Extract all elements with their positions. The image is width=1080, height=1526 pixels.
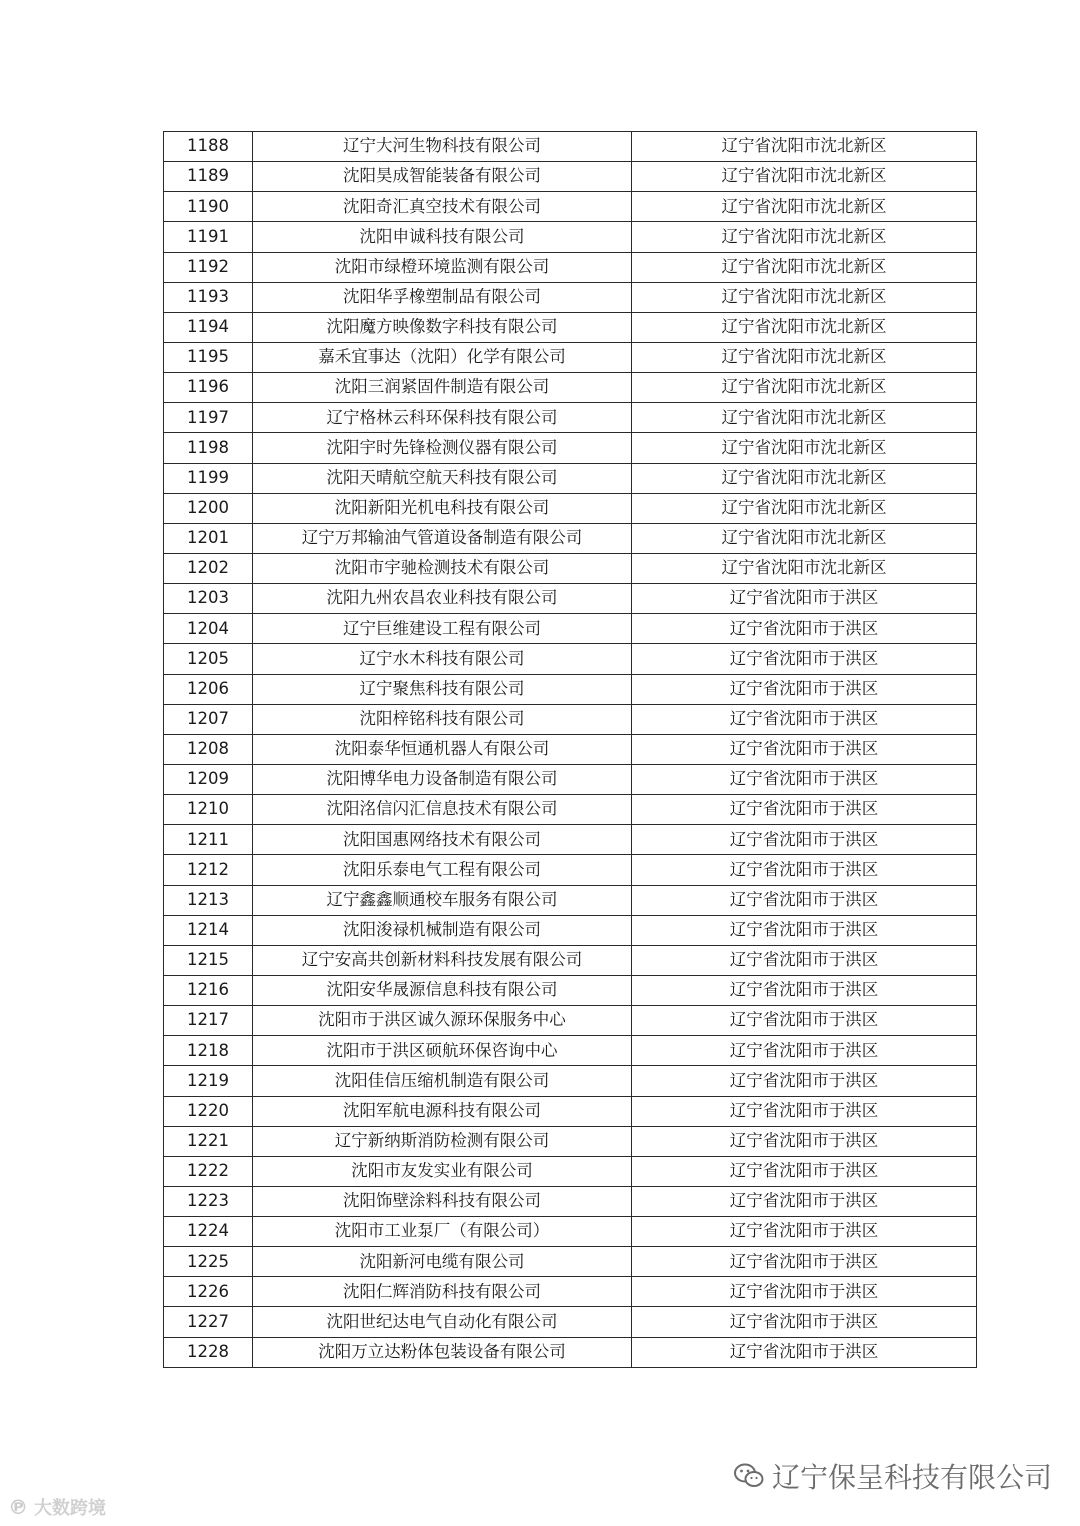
table-row — [164, 704, 977, 734]
row-number: 1197 — [164, 403, 253, 433]
region: 辽宁省沈阳市于洪区 — [632, 1126, 977, 1156]
row-number: 1210 — [164, 795, 253, 825]
region: 辽宁省沈阳市于洪区 — [632, 1006, 977, 1036]
table-row — [164, 825, 977, 855]
company-name: 沈阳天晴航空航天科技有限公司 — [253, 463, 632, 493]
region: 辽宁省沈阳市沈北新区 — [632, 132, 977, 162]
company-name: 沈阳博华电力设备制造有限公司 — [253, 764, 632, 794]
row-number: 1208 — [164, 734, 253, 764]
region: 辽宁省沈阳市沈北新区 — [632, 342, 977, 372]
table-row — [164, 342, 977, 372]
table-row — [164, 523, 977, 553]
company-name: 沈阳安华晟源信息科技有限公司 — [253, 975, 632, 1005]
company-name: 辽宁格林云科环保科技有限公司 — [253, 403, 632, 433]
row-number: 1223 — [164, 1186, 253, 1216]
table-row — [164, 1066, 977, 1096]
table-row — [164, 1307, 977, 1337]
row-number: 1212 — [164, 855, 253, 885]
watermark-text: 大数跨境 — [34, 1498, 106, 1519]
table-row — [164, 734, 977, 764]
table-row — [164, 1036, 977, 1066]
row-number: 1202 — [164, 553, 253, 583]
company-name: 沈阳乐泰电气工程有限公司 — [253, 855, 632, 885]
company-name: 沈阳饰壁涂料科技有限公司 — [253, 1186, 632, 1216]
company-name: 沈阳宇时先锋检测仪器有限公司 — [253, 433, 632, 463]
row-number: 1218 — [164, 1036, 253, 1066]
table-row — [164, 945, 977, 975]
region: 辽宁省沈阳市于洪区 — [632, 1156, 977, 1186]
table-row — [164, 764, 977, 794]
table-row — [164, 433, 977, 463]
region: 辽宁省沈阳市于洪区 — [632, 975, 977, 1005]
row-number: 1214 — [164, 915, 253, 945]
region: 辽宁省沈阳市于洪区 — [632, 704, 977, 734]
row-number: 1201 — [164, 523, 253, 553]
row-number: 1192 — [164, 252, 253, 282]
company-name: 沈阳泰华恒通机器人有限公司 — [253, 734, 632, 764]
company-name: 沈阳浚禄机械制造有限公司 — [253, 915, 632, 945]
company-name: 沈阳市工业泵厂（有限公司） — [253, 1217, 632, 1247]
row-number: 1222 — [164, 1156, 253, 1186]
company-name: 沈阳佳信压缩机制造有限公司 — [253, 1066, 632, 1096]
region: 辽宁省沈阳市沈北新区 — [632, 282, 977, 312]
table-row — [164, 463, 977, 493]
row-number: 1227 — [164, 1307, 253, 1337]
company-name: 沈阳市绿橙环境监测有限公司 — [253, 252, 632, 282]
company-name: 沈阳万立达粉体包装设备有限公司 — [253, 1337, 632, 1367]
table-row — [164, 584, 977, 614]
region: 辽宁省沈阳市于洪区 — [632, 1277, 977, 1307]
region: 辽宁省沈阳市沈北新区 — [632, 553, 977, 583]
region: 辽宁省沈阳市于洪区 — [632, 915, 977, 945]
table-row — [164, 1247, 977, 1277]
row-number: 1209 — [164, 764, 253, 794]
row-number: 1203 — [164, 584, 253, 614]
watermark-logo-icon: ℗ — [8, 1495, 28, 1519]
row-number: 1191 — [164, 222, 253, 252]
table-body — [164, 132, 977, 1368]
row-number: 1195 — [164, 342, 253, 372]
company-name: 沈阳三润紧固件制造有限公司 — [253, 373, 632, 403]
region: 辽宁省沈阳市于洪区 — [632, 795, 977, 825]
company-name: 沈阳洺信闪汇信息技术有限公司 — [253, 795, 632, 825]
region: 辽宁省沈阳市沈北新区 — [632, 252, 977, 282]
region: 辽宁省沈阳市于洪区 — [632, 644, 977, 674]
region: 辽宁省沈阳市于洪区 — [632, 825, 977, 855]
company-name: 沈阳新河电缆有限公司 — [253, 1247, 632, 1277]
company-name: 沈阳市宇驰检测技术有限公司 — [253, 553, 632, 583]
company-name: 辽宁鑫鑫顺通校车服务有限公司 — [253, 885, 632, 915]
table-row — [164, 644, 977, 674]
region: 辽宁省沈阳市沈北新区 — [632, 493, 977, 523]
row-number: 1204 — [164, 614, 253, 644]
company-name: 沈阳市于洪区诚久源环保服务中心 — [253, 1006, 632, 1036]
table-row — [164, 1126, 977, 1156]
company-name: 辽宁万邦输油气管道设备制造有限公司 — [253, 523, 632, 553]
table-row — [164, 312, 977, 342]
company-name: 辽宁聚焦科技有限公司 — [253, 674, 632, 704]
table-row — [164, 1217, 977, 1247]
region: 辽宁省沈阳市沈北新区 — [632, 373, 977, 403]
region: 辽宁省沈阳市沈北新区 — [632, 312, 977, 342]
table-row — [164, 614, 977, 644]
row-number: 1226 — [164, 1277, 253, 1307]
row-number: 1228 — [164, 1337, 253, 1367]
company-name: 沈阳新阳光机电科技有限公司 — [253, 493, 632, 523]
region: 辽宁省沈阳市于洪区 — [632, 614, 977, 644]
row-number: 1225 — [164, 1247, 253, 1277]
region: 辽宁省沈阳市沈北新区 — [632, 433, 977, 463]
row-number: 1217 — [164, 1006, 253, 1036]
table-row — [164, 1156, 977, 1186]
region: 辽宁省沈阳市于洪区 — [632, 1096, 977, 1126]
row-number: 1193 — [164, 282, 253, 312]
row-number: 1188 — [164, 132, 253, 162]
company-name: 辽宁新纳斯消防检测有限公司 — [253, 1126, 632, 1156]
company-name: 沈阳世纪达电气自动化有限公司 — [253, 1307, 632, 1337]
table-row — [164, 915, 977, 945]
region: 辽宁省沈阳市于洪区 — [632, 945, 977, 975]
table-row — [164, 1096, 977, 1126]
table-row — [164, 1277, 977, 1307]
company-name: 沈阳国惠网络技术有限公司 — [253, 825, 632, 855]
region: 辽宁省沈阳市沈北新区 — [632, 523, 977, 553]
region: 辽宁省沈阳市沈北新区 — [632, 463, 977, 493]
table-row — [164, 192, 977, 222]
row-number: 1221 — [164, 1126, 253, 1156]
company-list-table — [163, 131, 977, 1368]
region: 辽宁省沈阳市于洪区 — [632, 885, 977, 915]
table-row — [164, 403, 977, 433]
table-row — [164, 885, 977, 915]
row-number: 1198 — [164, 433, 253, 463]
table-row — [164, 553, 977, 583]
row-number: 1205 — [164, 644, 253, 674]
company-name: 沈阳华孚橡塑制品有限公司 — [253, 282, 632, 312]
region: 辽宁省沈阳市于洪区 — [632, 674, 977, 704]
company-name: 沈阳梓铭科技有限公司 — [253, 704, 632, 734]
table-row — [164, 252, 977, 282]
region: 辽宁省沈阳市沈北新区 — [632, 222, 977, 252]
company-name: 沈阳昊成智能装备有限公司 — [253, 162, 632, 192]
watermark-left — [8, 1494, 106, 1520]
row-number: 1219 — [164, 1066, 253, 1096]
row-number: 1220 — [164, 1096, 253, 1126]
company-name: 沈阳市于洪区硕航环保咨询中心 — [253, 1036, 632, 1066]
table-row — [164, 132, 977, 162]
row-number: 1207 — [164, 704, 253, 734]
brand-footer — [734, 1456, 1052, 1496]
region: 辽宁省沈阳市沈北新区 — [632, 162, 977, 192]
row-number: 1190 — [164, 192, 253, 222]
wechat-icon — [734, 1463, 764, 1489]
company-name: 嘉禾宜事达（沈阳）化学有限公司 — [253, 342, 632, 372]
row-number: 1196 — [164, 373, 253, 403]
row-number: 1199 — [164, 463, 253, 493]
row-number: 1213 — [164, 885, 253, 915]
company-name: 辽宁大河生物科技有限公司 — [253, 132, 632, 162]
table-row — [164, 282, 977, 312]
company-name: 沈阳军航电源科技有限公司 — [253, 1096, 632, 1126]
brand-name: 辽宁保呈科技有限公司 — [772, 1461, 1053, 1494]
company-name: 沈阳魔方映像数字科技有限公司 — [253, 312, 632, 342]
row-number: 1200 — [164, 493, 253, 523]
row-number: 1194 — [164, 312, 253, 342]
row-number: 1206 — [164, 674, 253, 704]
table-row — [164, 855, 977, 885]
table-row — [164, 674, 977, 704]
table-row — [164, 373, 977, 403]
company-name: 沈阳申诚科技有限公司 — [253, 222, 632, 252]
table-row — [164, 975, 977, 1005]
company-name: 沈阳市友发实业有限公司 — [253, 1156, 632, 1186]
region: 辽宁省沈阳市沈北新区 — [632, 403, 977, 433]
region: 辽宁省沈阳市于洪区 — [632, 1036, 977, 1066]
region: 辽宁省沈阳市于洪区 — [632, 1066, 977, 1096]
table-row — [164, 1006, 977, 1036]
row-number: 1189 — [164, 162, 253, 192]
table-row — [164, 222, 977, 252]
company-name: 辽宁安高共创新材料科技发展有限公司 — [253, 945, 632, 975]
region: 辽宁省沈阳市于洪区 — [632, 1247, 977, 1277]
company-name: 沈阳奇汇真空技术有限公司 — [253, 192, 632, 222]
region: 辽宁省沈阳市于洪区 — [632, 1186, 977, 1216]
row-number: 1215 — [164, 945, 253, 975]
table-row — [164, 1186, 977, 1216]
row-number: 1216 — [164, 975, 253, 1005]
region: 辽宁省沈阳市于洪区 — [632, 1217, 977, 1247]
region: 辽宁省沈阳市于洪区 — [632, 734, 977, 764]
company-name: 辽宁巨维建设工程有限公司 — [253, 614, 632, 644]
company-name: 辽宁水木科技有限公司 — [253, 644, 632, 674]
company-name: 沈阳仁辉消防科技有限公司 — [253, 1277, 632, 1307]
row-number: 1224 — [164, 1217, 253, 1247]
table-row — [164, 162, 977, 192]
region: 辽宁省沈阳市于洪区 — [632, 1337, 977, 1367]
table-row — [164, 1337, 977, 1367]
region: 辽宁省沈阳市于洪区 — [632, 1307, 977, 1337]
region: 辽宁省沈阳市于洪区 — [632, 855, 977, 885]
row-number: 1211 — [164, 825, 253, 855]
table-row — [164, 493, 977, 523]
region: 辽宁省沈阳市于洪区 — [632, 584, 977, 614]
region: 辽宁省沈阳市于洪区 — [632, 764, 977, 794]
company-name: 沈阳九州农昌农业科技有限公司 — [253, 584, 632, 614]
table-row — [164, 795, 977, 825]
region: 辽宁省沈阳市沈北新区 — [632, 192, 977, 222]
